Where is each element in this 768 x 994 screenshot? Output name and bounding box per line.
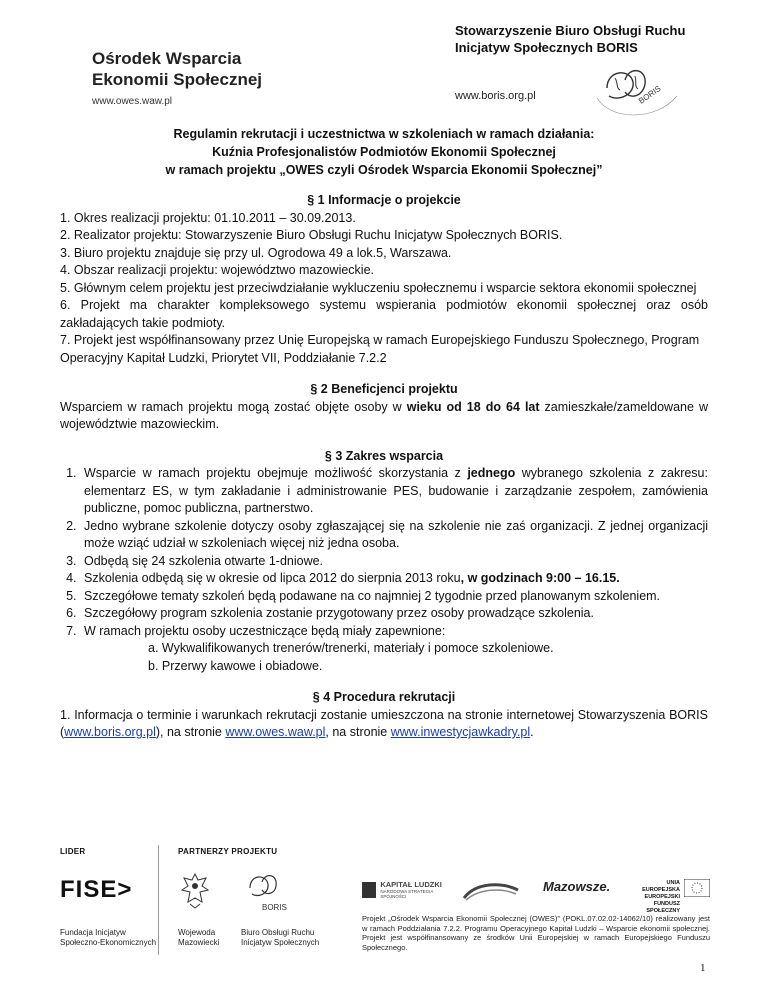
wojewoda-line1: Wojewoda bbox=[178, 928, 216, 937]
boris-link[interactable]: www.boris.org.pl bbox=[64, 725, 156, 739]
section-4-text bbox=[60, 707, 708, 742]
boris-small-logo-text: BORIS bbox=[262, 903, 287, 912]
section-4-heading: § 4 Procedura rekrutacji bbox=[312, 690, 456, 704]
boris-logo-icon bbox=[585, 58, 695, 128]
section-3-item: 3. Odbędą się 24 szkolenia otwarte 1-dniowe. bbox=[80, 553, 708, 571]
title-line1: Regulamin rekrutacji i uczestnictwa w szkoleniach w ramach działania: bbox=[173, 127, 595, 141]
ministry-logo-icon bbox=[462, 880, 520, 902]
owes-url: www.owes.waw.pl bbox=[92, 96, 173, 107]
section-2-age-range: wieku od 18 do 64 lat bbox=[406, 399, 540, 414]
section-4-text-a: 1. Informacja o terminie i warunkach rekrutacji zostanie umieszczona na stronie internetowej Stowarzyszenia BORIS ( bbox=[60, 707, 708, 739]
section-4-text-c: , na stronie bbox=[325, 725, 391, 739]
footer-divider bbox=[158, 845, 159, 955]
kapital-ludzki-logo bbox=[362, 880, 452, 902]
eagle-emblem-icon bbox=[180, 872, 210, 910]
section-1-item: 2. Realizator projektu: Stowarzyszenie Biuro Obsługi Ruchu Inicjatyw Społecznych BORIS. bbox=[60, 228, 563, 242]
document-title bbox=[60, 125, 708, 179]
owes-logo bbox=[92, 48, 262, 90]
section-3-item bbox=[80, 570, 708, 588]
wojewoda-line2: Mazowiecki bbox=[178, 938, 220, 947]
section-3-item: 5. Szczegółowe tematy szkoleń będą podawane na co najmniej 2 tygodnie przed planowanym szkoleniem. bbox=[80, 588, 708, 606]
boris-url: www.boris.org.pl bbox=[455, 90, 536, 102]
fise-name-line1: Fundacja Inicjatyw bbox=[60, 928, 126, 937]
section-1-item: 1. Okres realizacji projektu: 01.10.2011 – 30.09.2013. bbox=[60, 210, 356, 225]
section-3-item: 2. Jedno wybrane szkolenie dotyczy osoby zgłaszającej się na szkolenie nie zaś organizacji. Z jednej organizacji może wziąć udział w szkoleniach więcej niż jedna osoba. bbox=[80, 518, 708, 553]
section-3-subitem: a. Wykwalifikowanych trenerów/trenerki, materiały i pomoce szkoleniowe. bbox=[148, 641, 554, 655]
fise-logo: FISE> bbox=[60, 876, 133, 903]
owes-logo-line1: Ośrodek Wsparcia bbox=[92, 49, 242, 68]
kapital-ludzki-sub: NARODOWA STRATEGIA SPÓJNOŚCI bbox=[380, 889, 434, 899]
section-2-text-a: Wsparciem w ramach projektu mogą zostać objęte osoby w bbox=[60, 399, 407, 414]
wojewoda-caption bbox=[178, 928, 219, 948]
section-1-item: 4. Obszar realizacji projektu: województwo mazowieckie. bbox=[60, 263, 375, 277]
ue-logo-text bbox=[632, 880, 680, 915]
section-2-text-b: zamieszkałe/zameldowane w województwie mazowieckim. bbox=[60, 399, 708, 431]
section-4-text-d: . bbox=[530, 725, 534, 739]
owes-link[interactable]: www.owes.waw.pl bbox=[225, 725, 326, 739]
header-org-line1: Stowarzyszenie Biuro Obsługi Ruchu bbox=[455, 23, 686, 38]
header-org-line2: Inicjatyw Społecznych BORIS bbox=[455, 40, 638, 55]
boris-caption-line1: Biuro Obsługi Ruchu bbox=[241, 928, 315, 937]
section-4-text-b: ), na stronie bbox=[155, 725, 226, 739]
section-3-subitem: b. Przerwy kawowe i obiadowe. bbox=[148, 658, 323, 673]
boris-caption-line2: Inicjatyw Społecznych bbox=[241, 938, 320, 947]
inwestycjawkadry-link[interactable]: www.inwestycjawkadry.pl bbox=[390, 725, 531, 739]
section-3-item4-a: Szkolenia odbędą się w okresie od lipca 2012 do sierpnia 2013 roku bbox=[84, 571, 461, 585]
section-1-item: 5. Głównym celem projektu jest przeciwdziałanie wykluczeniu społecznemu i wsparcie sektora ekonomii społecznej bbox=[60, 280, 697, 295]
section-1-heading: § 1 Informacje o projekcie bbox=[307, 193, 461, 207]
kapital-ludzki-mark-icon bbox=[362, 882, 376, 898]
owes-logo-line2: Ekonomii Społecznej bbox=[92, 70, 263, 89]
section-2-heading: § 2 Beneficjenci projektu bbox=[310, 382, 458, 396]
section-3-item: 6. Szczegółowy program szkolenia zostanie przygotowany przez osoby prowadzące szkolenia. bbox=[80, 605, 708, 623]
section-1-item: 7. Projekt jest współfinansowany przez Unię Europejską w ramach Europejskiego Funduszu Społecznego, Program Operacyjny Kapitał Ludzki, Priorytet VII, Poddziałanie 7.2.2 bbox=[60, 333, 700, 365]
section-1-item: 3. Biuro projektu znajduje się przy ul. Ogrodowa 49 a lok.5, Warszawa. bbox=[60, 245, 452, 260]
section-2-text bbox=[60, 399, 708, 434]
boris-caption bbox=[241, 928, 319, 948]
document-body bbox=[60, 192, 708, 742]
section-3-item1-bold: jednego bbox=[467, 466, 516, 480]
kapital-ludzki-text: KAPITAŁ LUDZKI bbox=[380, 880, 442, 889]
header-organization bbox=[455, 22, 685, 56]
section-3-item bbox=[80, 465, 708, 518]
eu-flag-icon bbox=[684, 879, 710, 897]
section-1-item: 6. Projekt ma charakter kompleksowego systemu wspierania podmiotów ekonomii społecznej oraz osób zakładających takie podmioty. bbox=[60, 298, 708, 330]
section-3-item4-bold: , w godzinach 9:00 – 16.15. bbox=[460, 571, 620, 585]
title-line3: w ramach projektu „OWES czyli Ośrodek Wsparcia Ekonomii Społecznej” bbox=[165, 163, 603, 177]
lider-label: LIDER bbox=[60, 847, 86, 856]
ue-logo-line2: EUROPEJSKI FUNDUSZ SPOŁECZNY bbox=[644, 894, 680, 914]
section-3-list bbox=[60, 465, 708, 640]
partners-label: PARTNERZY PROJEKTU bbox=[178, 847, 278, 856]
boris-small-logo-icon bbox=[240, 868, 300, 916]
footer-project-note: Projekt „Ośrodek Wsparcia Ekonomii Społecznej (OWES)” (POKL.07.02.02-14062/10) realizowany jest w ramach Poddziałania 7.2.2. Programu Operacyjnego Kapitał Ludzki – Wsparcie ekonomii społecznej. Projekt jest współfinansowany ze środków Unii Europejskiej w ramach Europejskiego Funduszu Społecznego. bbox=[362, 914, 710, 952]
boris-logo-text: BORIS bbox=[636, 83, 663, 106]
title-line2: Kuźnia Profesjonalistów Podmiotów Ekonomii Społecznej bbox=[212, 145, 556, 159]
fise-name-line2: Społeczno-Ekonomicznych bbox=[60, 938, 157, 947]
section-3-item: 7. W ramach projektu osoby uczestniczące będą miały zapewnione: bbox=[80, 623, 708, 641]
page-number: 1 bbox=[700, 962, 706, 974]
section-3-heading: § 3 Zakres wsparcia bbox=[324, 448, 444, 463]
section-3-item1-b: wybranego szkolenia z zakresu: elementarz ES, w tym zakładanie i administrowanie PES, budowanie i zarządzanie zespołem, zamówienia publiczne, pomoc publiczna, partnerstwo. bbox=[84, 466, 708, 515]
ue-logo-line1: UNIA EUROPEJSKA bbox=[642, 880, 680, 893]
section-3-item1-a: Wsparcie w ramach projektu obejmuje możliwość skorzystania z bbox=[84, 466, 468, 480]
fise-caption bbox=[60, 928, 156, 948]
mazowsze-logo: Mazowsze. bbox=[543, 879, 611, 894]
